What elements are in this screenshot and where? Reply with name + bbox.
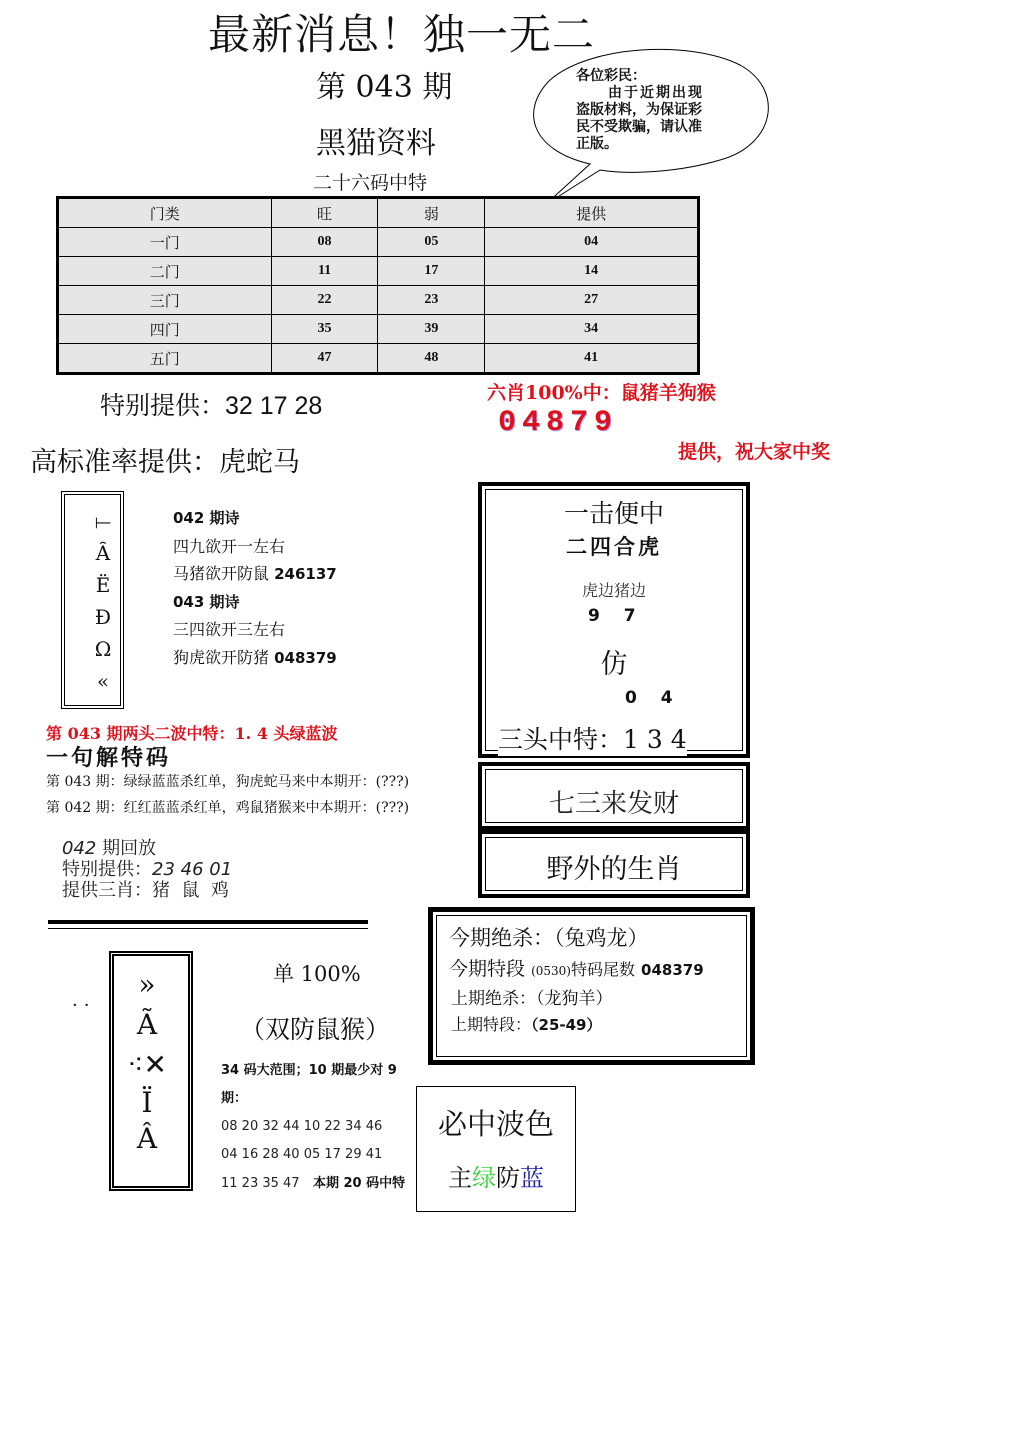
glyph-column (122, 965, 172, 1157)
glyph-icon: Ȃ (95, 541, 111, 565)
replay-issue-label: 期回放 (96, 838, 157, 859)
table-cell: 22 (271, 286, 378, 315)
table-cell: 四门 (58, 315, 272, 344)
replay-three (62, 880, 232, 901)
six-zodiac-numbers: 04879 (498, 406, 619, 440)
glyph-icon: Ã (136, 1008, 158, 1041)
replay-special (62, 859, 232, 880)
poem-line (173, 560, 337, 589)
wave-green: 绿 (472, 1164, 496, 1192)
hit-numbers-2: 0 4 (625, 688, 673, 708)
replay-special-label: 特别提供： (62, 859, 152, 880)
glyph-icon: ⁖✕ (127, 1048, 167, 1081)
hit-title: 一击便中 (563, 499, 664, 528)
number-table (56, 196, 700, 375)
wave-colors (416, 1158, 576, 1193)
poem-lines (173, 505, 337, 672)
glyph-icon: Ð (94, 605, 112, 629)
table-cell: 23 (378, 286, 485, 315)
dots: ·· (72, 995, 96, 1016)
kill-segment-range: (0530) (531, 964, 571, 978)
table-row (58, 344, 699, 374)
kill-segment-number: 048379 (641, 961, 704, 979)
poem-line: 三四欲开三左右 (173, 620, 286, 639)
special-value: 32 17 28 (225, 392, 323, 420)
table-cell: 五门 (58, 344, 272, 374)
table-cell: 48 (378, 344, 485, 374)
replay-three-label: 提供三肖： (62, 880, 152, 901)
poem-line: 043 期诗 (173, 592, 240, 611)
bubble-line: 由于近期出现 (608, 85, 704, 101)
bubble-text (576, 68, 726, 153)
hit-subtitle: 二四合虎 (566, 534, 662, 559)
table-cell: 34 (485, 315, 699, 344)
lucky-text: 七三来发财 (548, 789, 679, 819)
wave-blue: 蓝 (520, 1164, 544, 1192)
red-headline: 第 043 期两头二波中特：1. 4 头绿蓝波 (46, 724, 338, 743)
glyph-icon: Ë (95, 573, 111, 597)
table-cell: 47 (271, 344, 378, 374)
table-cell: 一门 (58, 228, 272, 257)
table-header-row (58, 198, 699, 228)
replay-title (62, 838, 232, 859)
poem-line-number: 246137 (274, 565, 337, 583)
table-row (58, 286, 699, 315)
poem-line-text: 马猪欲开防鼠 (173, 564, 275, 583)
table-cell: 08 (271, 228, 378, 257)
glyph-icon: ⟝ (94, 509, 112, 533)
table-cell: 41 (485, 344, 699, 374)
table-cell: 11 (271, 257, 378, 286)
hit-edge: 虎边猪边 (581, 581, 646, 600)
high-rate-label: 高标准率提供： (30, 447, 219, 478)
table-row (58, 228, 699, 257)
divider-thin (48, 928, 368, 929)
range-block (221, 1057, 411, 1198)
bubble-line: 盗版材料，为保证彩 (576, 102, 702, 118)
poem-glyphs (88, 505, 118, 697)
wild-text: 野外的生肖 (546, 854, 682, 885)
table-row (58, 315, 699, 344)
hit-numbers-1: 9 7 (588, 606, 636, 626)
kill-previous-segment (451, 1012, 602, 1035)
table-cell: 05 (378, 228, 485, 257)
single-title: 单 100% (273, 962, 361, 986)
range-label: 34 码大范围；10 期最少对 9 期： (221, 1063, 397, 1106)
table-row (58, 257, 699, 286)
glyph-icon: ÏÂ (136, 1086, 158, 1155)
single-defend: （双防鼠猴） (240, 1015, 391, 1044)
six-zodiac-value: 鼠猪羊狗猴 (620, 382, 716, 404)
table-cell: 二门 (58, 257, 272, 286)
high-rate-value: 虎蛇马 (219, 447, 300, 478)
replay-block (62, 838, 232, 901)
poem-line-number: 048379 (274, 648, 337, 667)
one-sentence-title: 一句解特码 (46, 745, 172, 771)
table-cell: 17 (378, 257, 485, 286)
table-cell: 39 (378, 315, 485, 344)
special-label: 特别提供： (100, 391, 226, 420)
poem-line (173, 644, 337, 673)
category-title: 黑猫资料 (316, 126, 436, 161)
kill-previous-segment-label: 上期特段： (451, 1015, 532, 1034)
wave-main-label: 主 (448, 1164, 472, 1192)
kill-segment (449, 954, 704, 981)
table-header: 提供 (485, 198, 699, 228)
table-cell: 14 (485, 257, 699, 286)
range-numbers: 04 16 28 40 05 17 29 41 (221, 1147, 383, 1162)
glyph-icon: « (96, 669, 110, 693)
bubble-line: 民不受欺骗，请认准 (576, 119, 702, 135)
table-cell: 三门 (58, 286, 272, 315)
poem-line: 042 期诗 (173, 509, 240, 527)
range-tail: 本期 20 码中特 (312, 1176, 406, 1191)
replay-three-value: 猪 鼠 鸡 (152, 880, 229, 901)
glyph-icon: » (138, 968, 156, 1001)
bubble-line: 各位彩民： (576, 68, 646, 84)
kill-segment-mid: 特码尾数 (570, 960, 635, 979)
glyph-icon: Ω (94, 637, 112, 661)
page-title: 最新消息！独一无二 (208, 10, 596, 59)
kill-current: 今期绝杀：（兔鸡龙） (449, 926, 649, 950)
table-header: 弱 (378, 198, 485, 228)
hit-imitate: 仿 (600, 649, 628, 680)
wish-text: 提供，祝大家中奖 (678, 441, 831, 463)
bubble-line: 正版。 (576, 136, 618, 152)
six-zodiac-label: 六肖100%中： (487, 382, 621, 404)
sentence-043: 第 043 期：绿绿蓝蓝杀红单，狗虎蛇马来中本期开：(???) (46, 774, 410, 790)
kill-previous: 上期绝杀：（龙狗羊） (451, 989, 613, 1009)
three-heads: 三头中特：1 3 4 (498, 720, 687, 756)
range-numbers: 11 23 35 47 (221, 1176, 300, 1191)
replay-special-value: 23 46 01 (152, 859, 233, 880)
divider-thick (48, 920, 368, 924)
table-header: 旺 (271, 198, 378, 228)
table-header: 门类 (58, 198, 272, 228)
issue-number: 第 043 期 (316, 70, 453, 105)
table-cell: 04 (485, 228, 699, 257)
subtitle: 二十六码中特 (313, 172, 428, 194)
special-provide (100, 386, 322, 422)
sentence-042: 第 042 期：红红蓝蓝杀红单，鸡鼠猪猴来中本期开：(???) (46, 800, 410, 816)
high-rate-provide (30, 440, 300, 479)
table-cell: 35 (271, 315, 378, 344)
replay-issue-num: 042 (62, 838, 97, 859)
kill-segment-label: 今期特段 (449, 958, 526, 980)
wave-title: 必中波色 (437, 1107, 554, 1141)
range-last (221, 1169, 411, 1198)
kill-previous-segment-value: （25-49） (531, 1016, 602, 1034)
poem-line: 四九欲开一左右 (173, 536, 286, 556)
poem-line-text: 狗虎欲开防猪 (173, 647, 275, 667)
six-zodiac (487, 378, 716, 405)
wave-defend-label: 防 (496, 1164, 520, 1192)
table-cell: 27 (485, 286, 699, 315)
range-numbers: 08 20 32 44 10 22 34 46 (221, 1119, 383, 1134)
